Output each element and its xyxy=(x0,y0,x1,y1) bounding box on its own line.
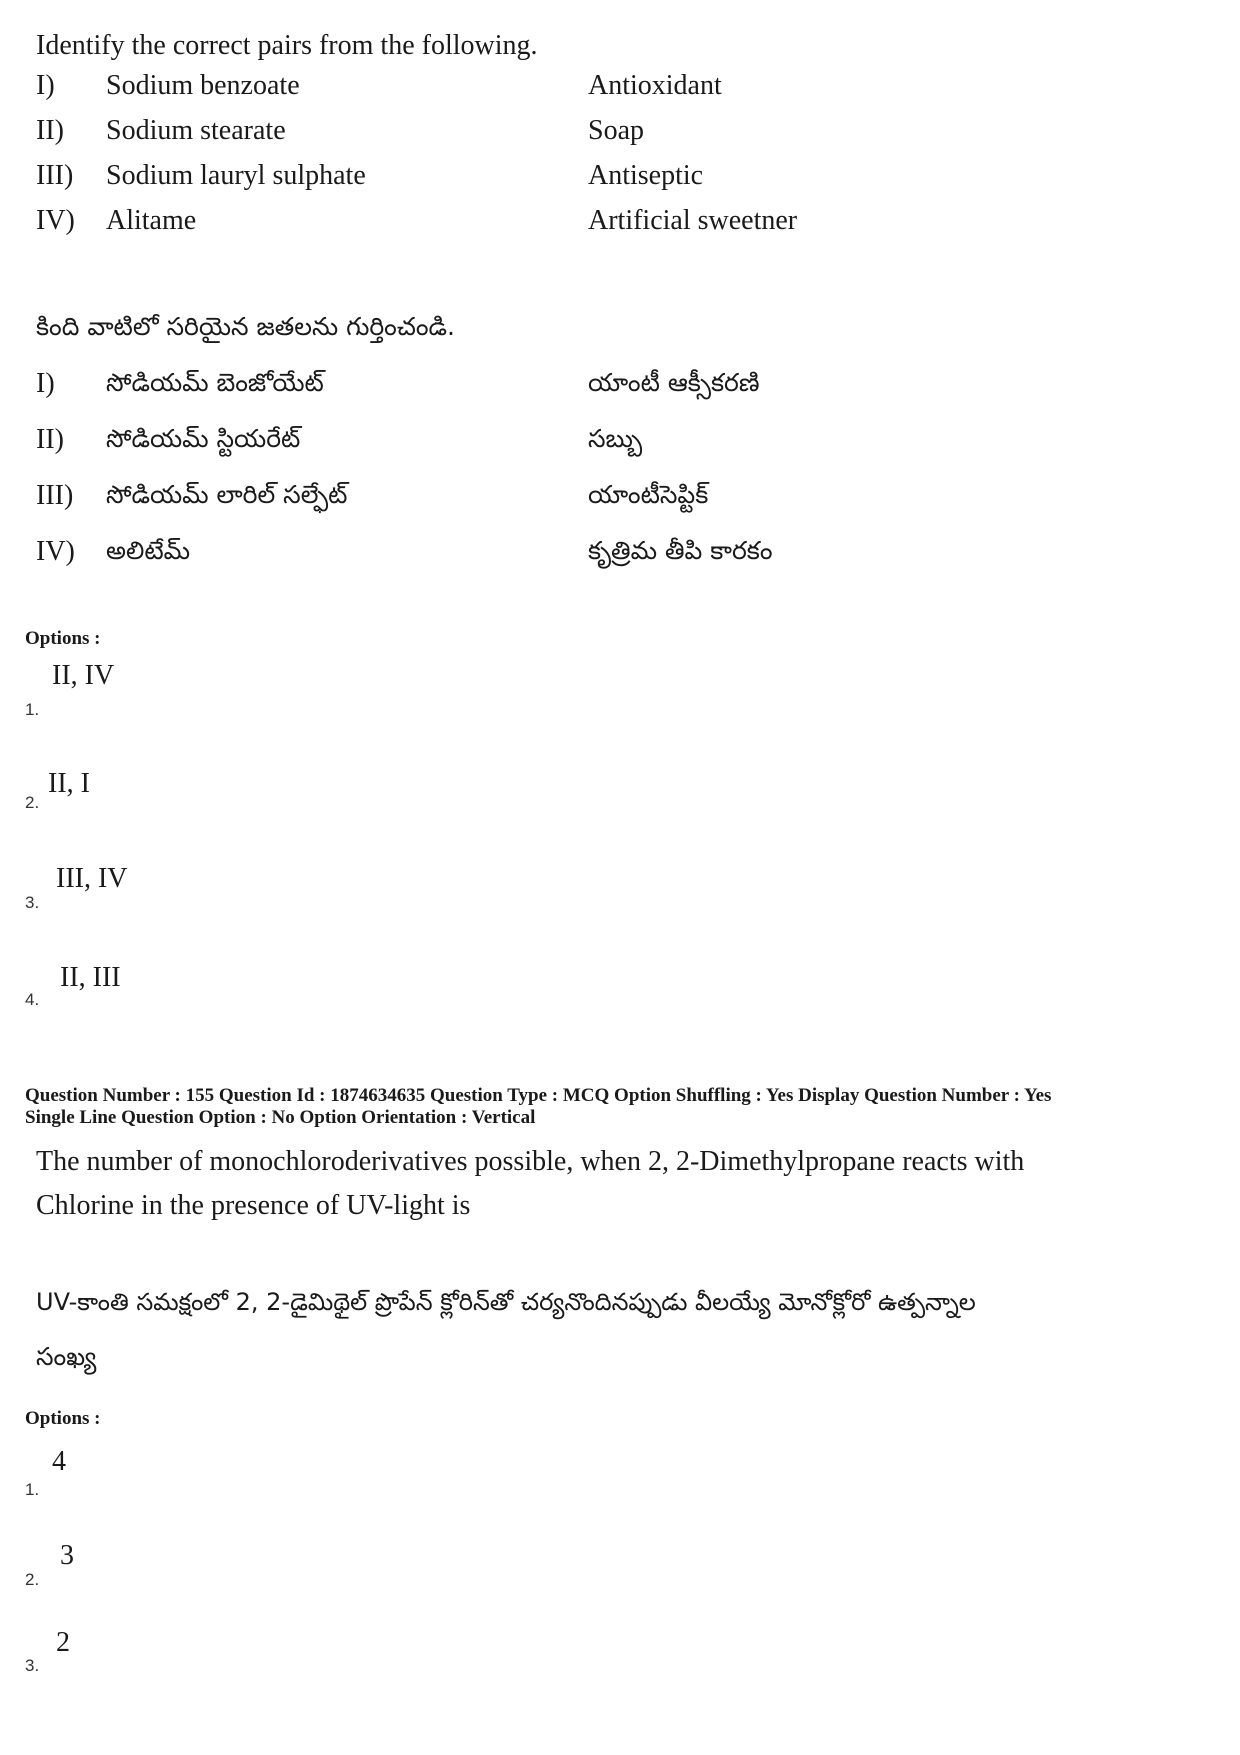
question-meta-line1: Question Number : 155 Question Id : 1874634635 Question Type : MCQ Option Shuffling : Yes Display Question Number : Yes xyxy=(25,1085,1052,1106)
option-number: 4. xyxy=(25,990,40,1009)
q155-text-te-line2: సంఖ్య xyxy=(36,1342,97,1371)
option-4[interactable]: II, III xyxy=(60,962,121,993)
pair-right: కృత్రిమ తీపి కారకం xyxy=(588,536,773,565)
pair-left: Sodium lauryl sulphate xyxy=(106,160,366,191)
pair-left: అలిటేమ్ xyxy=(106,536,191,565)
pair-num: III) xyxy=(36,480,74,511)
pair-left: Sodium stearate xyxy=(106,115,286,146)
pair-num: III) xyxy=(36,160,74,191)
pair-right: Antioxidant xyxy=(588,70,722,101)
option-number: 3. xyxy=(25,893,40,912)
q155-text-en-line1: The number of monochloroderivatives possible, when 2, 2-Dimethylpropane reacts with xyxy=(36,1146,1025,1177)
option-1[interactable]: II, IV xyxy=(52,660,115,691)
pair-right: Antiseptic xyxy=(588,160,704,191)
option-number: 2. xyxy=(25,1570,40,1589)
pair-num: II) xyxy=(36,115,64,146)
q155-text-en-line2: Chlorine in the presence of UV-light is xyxy=(36,1190,471,1221)
pair-left: సోడియమ్ బెంజోయేట్ xyxy=(106,368,324,397)
option-number: 1. xyxy=(25,1480,40,1499)
q154-prompt-en: Identify the correct pairs from the following. xyxy=(36,30,538,61)
pair-left: సోడియమ్ స్టియరేట్ xyxy=(106,424,301,453)
option-2[interactable]: II, I xyxy=(48,768,90,799)
options-label: Options : xyxy=(25,628,101,649)
options-label: Options : xyxy=(25,1408,101,1429)
pair-right: యాంటీసెప్టిక్ xyxy=(588,480,709,509)
pair-num: IV) xyxy=(36,536,75,567)
pair-right: Artificial sweetner xyxy=(588,205,798,236)
pair-num: IV) xyxy=(36,205,75,236)
pair-left: Alitame xyxy=(106,205,197,236)
question-meta-line2: Single Line Question Option : No Option Orientation : Vertical xyxy=(25,1107,536,1128)
option-number: 3. xyxy=(25,1656,40,1675)
pair-num: I) xyxy=(36,368,55,399)
pair-left: సోడియమ్ లారిల్ సల్ఫేట్ xyxy=(106,480,348,509)
q154-prompt-te: కింది వాటిలో సరియైన జతలను గుర్తించండి. xyxy=(36,312,455,341)
option-number: 2. xyxy=(25,793,40,812)
q155-text-te-line1: UV-కాంతి సమక్షంలో 2, 2-డైమిథైల్ ప్రొపేన్ క్లోరిన్‌తో చర్యనొందినప్పుడు వీలయ్యే మోనోక్లోరో ఉత్పన్నాల xyxy=(36,1288,976,1316)
pair-num: II) xyxy=(36,424,64,455)
pair-right: సబ్బు xyxy=(588,424,643,453)
pair-right: యాంటీ ఆక్సీకరణి xyxy=(588,368,760,397)
pair-left: Sodium benzoate xyxy=(106,70,300,101)
option-1[interactable]: 4 xyxy=(52,1446,66,1477)
pair-right: Soap xyxy=(588,115,644,146)
option-number: 1. xyxy=(25,700,40,719)
option-2[interactable]: 3 xyxy=(60,1540,74,1571)
option-3[interactable]: III, IV xyxy=(56,863,128,894)
pair-num: I) xyxy=(36,70,55,101)
option-3[interactable]: 2 xyxy=(56,1627,70,1658)
